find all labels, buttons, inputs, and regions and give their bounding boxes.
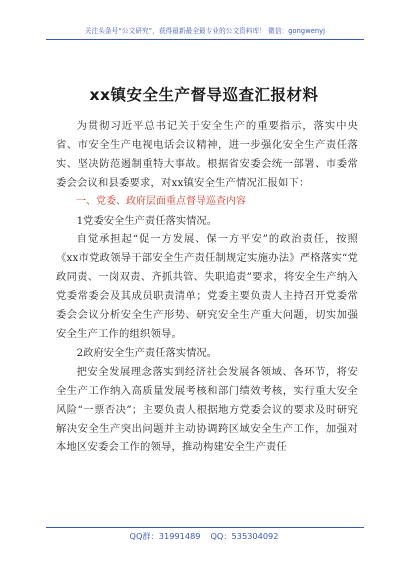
footer xyxy=(0,531,408,542)
footer-divider xyxy=(46,527,364,528)
top-divider xyxy=(46,39,364,40)
top-banner: 关注头条号“公文研究”，获得最新最全最专业的公文资料库！ 微信：gongwenyj xyxy=(84,27,326,35)
intro-paragraph: 为贯彻习近平总书记关于安全生产的重要指示，落实中央省、市安全生产电视电话会议精神，进一步强化安全生产责任落实、坚决防范遏制重特大事故。根据省安委会统一部署、市委常委会会议和县委要求，对xx镇安全生产情况汇报如下： xyxy=(56,120,358,189)
item1-heading: 1党委安全生产责任落实情况。 xyxy=(76,214,218,227)
footer-qq-group: QQ群：31991489 xyxy=(129,531,201,541)
footer-qq: QQ：535304092 xyxy=(210,531,279,541)
item2-paragraph: 把安全发展理念落实到经济社会发展各领域、各环节，将安全生产工作纳入高质量发展考核和部门绩效考核，实行重大安全风险“一票否决”；主要负责人根据地方党委会议的要求及时研究解决安全生产突出问题并主动协调跨区域安全生产工作，加强对本地区安委会工作的领导，推动构建安全生产责任 xyxy=(56,365,358,454)
section-heading: 一、党委、政府层面重点督导巡查内容 xyxy=(76,195,246,207)
item1-paragraph: 自觉承担起“促一方发展、保一方平安”的政治责任，按照《xx市党政领导干部安全生产责任制规定实施办法》严格落实“党政同责、一岗双责、齐抓共管、失职追责”要求，将安全生产纳入党委常委会及其成员职责清单；党委主要负责人主持召开党委常委会会议分析安全生产形势、研究安全生产重大问题，切实加强安全生产工作的组织领导。 xyxy=(56,233,358,340)
item2-heading: 2政府安全生产责任落实情况。 xyxy=(76,346,218,359)
document-body xyxy=(56,117,358,457)
page-title: xx镇安全生产督导巡查汇报材料 xyxy=(89,86,319,104)
